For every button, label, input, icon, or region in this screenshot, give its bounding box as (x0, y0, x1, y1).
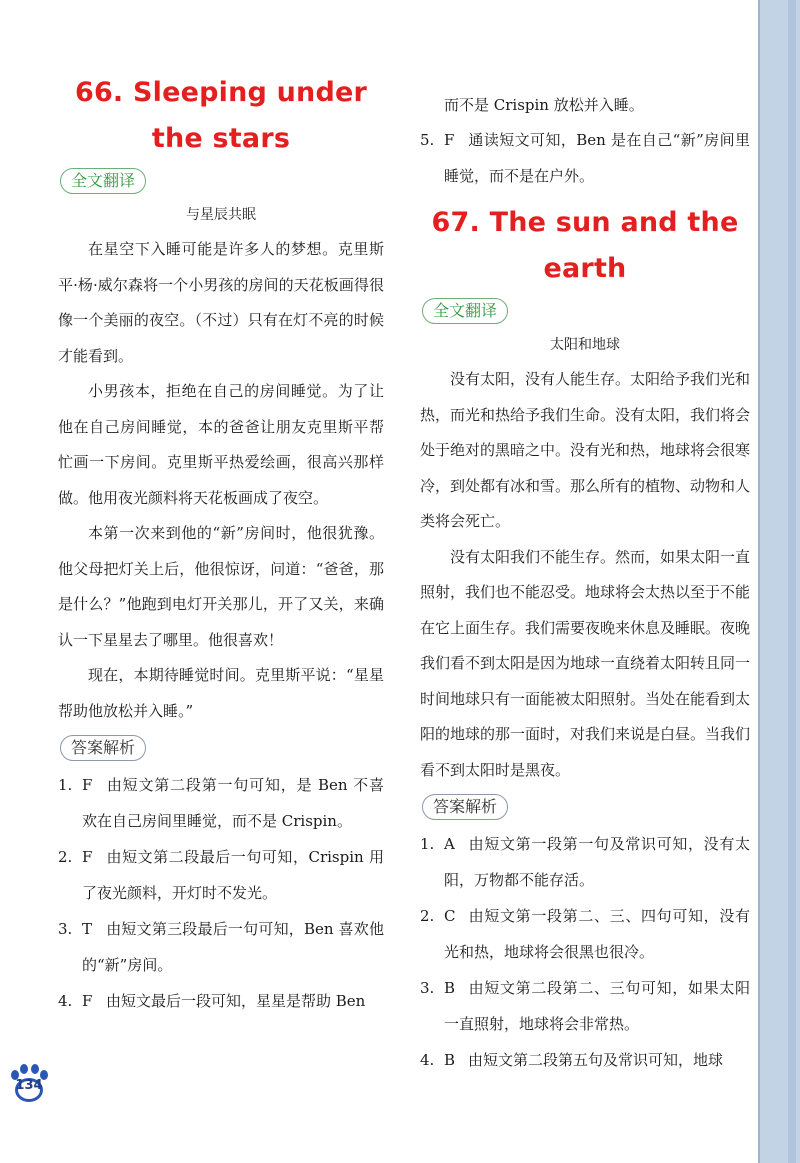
page-edge-inner (788, 0, 796, 1163)
answer-item (420, 898, 750, 970)
paragraph: 在星空下入睡可能是许多人的梦想。克里斯平·杨·威尔森将一个小男孩的房间的天花板画得很像一个美丽的夜空。（不过）只有在灯不亮的时候才能看到。 (58, 240, 384, 365)
answer-number: 2. (58, 848, 73, 866)
article-67-title: 67. The sun and the earth (431, 207, 739, 284)
answer-item (420, 1042, 750, 1078)
translation-tag: 全文翻译 (422, 298, 508, 324)
answer-item (58, 911, 384, 983)
page-edge-strip (758, 0, 800, 1163)
answer-explanation: 由短文第二段第一句可知，是 Ben 不喜欢在自己房间里睡觉，而不是 Crispin。 (82, 776, 384, 830)
answer-item (420, 970, 750, 1042)
answer-key: F (82, 776, 93, 794)
translation-subtitle: 太阳和地球 (550, 337, 620, 353)
answer-number: 1. (58, 776, 73, 794)
answer-continuation: 而不是 Crispin 放松并入睡。 (444, 96, 644, 114)
answer-explanation: 由短文第一段第二、三、四句可知，没有光和热，地球将会很黑也很冷。 (444, 907, 750, 961)
answer-number: 2. (420, 907, 435, 925)
paragraph: 现在，本期待睡觉时间。克里斯平说：“星星帮助他放松并入睡。” (58, 666, 384, 720)
answer-key: C (444, 907, 456, 925)
answer-item (58, 983, 384, 1019)
answer-item (58, 839, 384, 911)
answer-number: 4. (58, 992, 73, 1010)
answer-item (58, 767, 384, 839)
answer-key: F (82, 992, 93, 1010)
answer-analysis-tag: 答案解析 (60, 735, 146, 761)
paragraph: 没有太阳我们不能生存。然而，如果太阳一直照射，我们也不能忍受。地球将会太热以至于不能在它上面生存。我们需要夜晚来休息及睡眠。夜晚我们看不到太阳是因为地球一直绕着太阳转且同一时间地球只有一面能被太阳照射。当处在能看到太阳的地球的那一面时，对我们来说是白昼。当我们看不到太阳时是黑夜。 (420, 547, 751, 779)
translation-tag: 全文翻译 (60, 168, 146, 194)
answer-number: 1. (420, 835, 435, 853)
answer-item (420, 122, 750, 194)
article-66-title: 66. Sleeping under the stars (74, 77, 368, 154)
paragraph: 小男孩本，拒绝在自己的房间睡觉。为了让他在自己房间睡觉，本的爸爸让朋友克里斯平帮忙画一下房间。克里斯平热爱绘画，很高兴那样做。他用夜光颜料将天花板画成了夜空。 (58, 382, 384, 507)
answer-explanation: 由短文第二段最后一句可知，Crispin 用了夜光颜料，开灯时不发光。 (82, 848, 384, 902)
answer-explanation: 由短文第三段最后一句可知，Ben 喜欢他的“新”房间。 (82, 920, 384, 974)
answer-key: B (444, 979, 456, 997)
answer-explanation: 由短文第一段第一句及常识可知，没有太阳，万物都不能存活。 (444, 835, 750, 889)
translation-subtitle: 与星辰共眠 (186, 207, 256, 223)
answer-analysis-tag: 答案解析 (422, 794, 508, 820)
answer-number: 5. (420, 131, 435, 149)
left-column (58, 70, 384, 1019)
page-number-badge (6, 1062, 52, 1108)
answer-key: A (444, 835, 455, 853)
answer-item (420, 826, 750, 898)
paragraph: 本第一次来到他的“新”房间时，他很犹豫。他父母把灯关上后，他很惊讶，问道：“爸爸，那是什么？”他跑到电灯开关那儿，开了又关，来确认一下星星去了哪里。他很喜欢！ (58, 524, 384, 649)
answer-number: 4. (420, 1051, 435, 1069)
answer-key: F (444, 131, 455, 149)
answer-explanation: 由短文最后一段可知，星星是帮助 Ben (106, 992, 366, 1010)
answer-explanation: 由短文第二段第二、三句可知，如果太阳一直照射，地球将会非常热。 (444, 979, 750, 1033)
answer-explanation: 通读短文可知，Ben 是在自己“新”房间里睡觉，而不是在户外。 (444, 131, 750, 185)
page-number: 134 (15, 1078, 43, 1093)
right-column (420, 88, 750, 1078)
answer-explanation: 由短文第二段第五句及常识可知，地球 (468, 1051, 724, 1069)
answer-key: B (444, 1051, 456, 1069)
answer-key: T (82, 920, 93, 938)
answer-number: 3. (58, 920, 73, 938)
answer-number: 3. (420, 979, 435, 997)
answer-key: F (82, 848, 93, 866)
paragraph: 没有太阳，没有人能生存。太阳给予我们光和热，而光和热给予我们生命。没有太阳，我们将会处于绝对的黑暗之中。没有光和热，地球将会很寒冷，到处都有冰和雪。那么所有的植物、动物和人类将会死亡。 (420, 370, 751, 530)
